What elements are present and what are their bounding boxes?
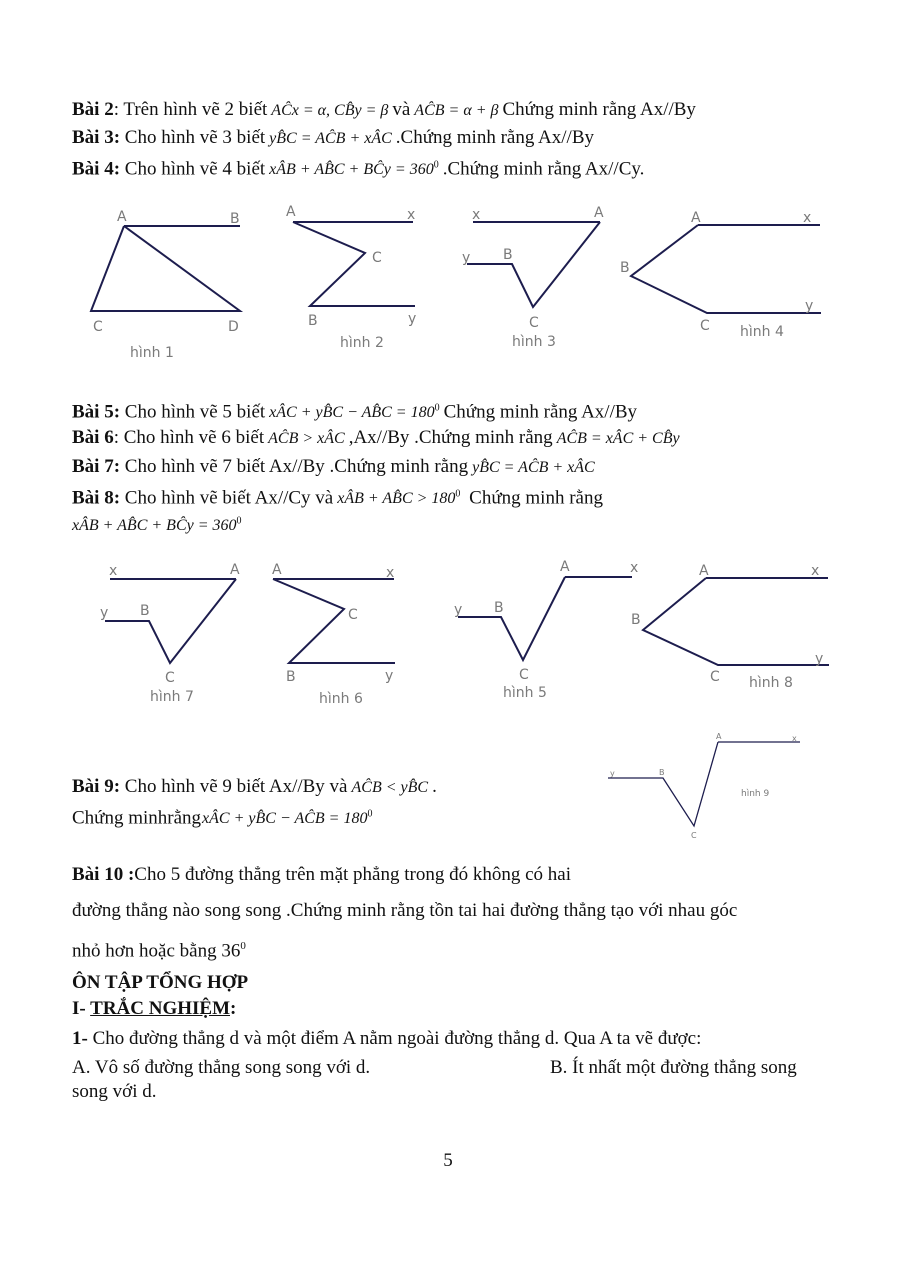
point-label: C [700, 318, 710, 334]
point-label: x [472, 207, 481, 223]
point-label: y [385, 668, 394, 684]
point-label: B [494, 600, 504, 616]
problem-8: Bài 8: Cho hình vẽ biết Ax//Cy và xÂB + AB̂C > $180^0$ Chứng minh rằng [72, 487, 603, 509]
figure-line [608, 742, 718, 826]
point-label: C [348, 607, 358, 623]
question-1-option-b-cont: song với d. [72, 1081, 157, 1102]
figure-hinh-7 [95, 555, 255, 715]
figure-caption: hình 4 [740, 324, 784, 340]
section-heading: I- TRẮC NGHIỆM: [72, 998, 237, 1019]
figure-hinh-2 [280, 200, 430, 360]
problem-8-conclusion [72, 510, 246, 538]
figure-line [467, 222, 600, 307]
point-label: y [610, 769, 615, 778]
math-expression: xÂB + AB̂C > $180^0$ [337, 489, 461, 508]
question-1-option-b: B. Ít nhất một đường thẳng song [550, 1057, 797, 1078]
figure-line [643, 578, 829, 665]
triangle-acd [91, 226, 240, 311]
point-label: B [230, 211, 240, 227]
point-label: y [100, 605, 109, 621]
problem-label: Bài 9: [72, 776, 121, 797]
problem-label: Bài 6 [72, 427, 114, 448]
point-label: A [691, 210, 701, 226]
point-label: y [815, 651, 824, 667]
figure-line [293, 222, 415, 306]
point-label: C [529, 315, 539, 331]
point-label: D [228, 319, 239, 335]
point-label: C [710, 669, 720, 685]
figure-hinh-8 [625, 555, 835, 705]
math-expression: AĈB < yB̂C [351, 779, 429, 796]
math-expression: AĈx = α, CB̂y = β [271, 102, 389, 119]
problem-3: Bài 3: Cho hình vẽ 3 biết yB̂C = AĈB + xÂC .Chứng minh rằng Ax//By [72, 127, 594, 148]
point-label: A [594, 205, 604, 221]
figure-hinh-6 [268, 555, 408, 715]
question-1-option-a: A. Vô số đường thẳng song song với d. [72, 1057, 371, 1078]
problem-4: Bài 4: Cho hình vẽ 4 biết xÂB + AB̂C + BĈy = $360^0$ .Chứng minh rằng Ax//Cy. [72, 158, 645, 180]
point-label: C [372, 250, 382, 266]
point-label: A [272, 562, 282, 578]
problem-9: Bài 9: Cho hình vẽ 9 biết Ax//By và AĈB < yB̂C . [72, 776, 437, 797]
figure-hinh-5 [450, 555, 640, 705]
point-label: A [716, 732, 722, 741]
point-label: B [308, 313, 318, 329]
problem-label: Bài 3: [72, 127, 121, 148]
point-label: y [454, 602, 463, 618]
point-label: C [93, 319, 103, 335]
problem-6: Bài 6: Cho hình vẽ 6 biết AĈB > xÂC ,Ax//By .Chứng minh rằng AĈB = xÂC + CB̂y [72, 427, 680, 448]
point-label: x [811, 563, 820, 579]
figure-caption: hình 2 [340, 335, 384, 351]
problem-label: Bài 10 : [72, 864, 135, 885]
math-expression: AĈB > xÂC [268, 430, 345, 447]
point-label: A [286, 204, 296, 220]
review-title: ÔN TẬP TỔNG HỢP [72, 972, 249, 993]
problem-label: Bài 4: [72, 158, 121, 180]
point-label: x [792, 734, 797, 743]
point-label: x [386, 565, 395, 581]
math-expression: xÂC + yB̂C − AB̂C = $180^0$ [269, 403, 440, 422]
point-label: y [805, 298, 814, 314]
math-expression: yB̂C = AĈB + xÂC [472, 459, 595, 476]
point-label: x [630, 560, 639, 576]
problem-10-line-2: đường thẳng nào song song .Chứng minh rằng tồn tai hai đường thẳng tạo với nhau góc [72, 900, 738, 921]
problem-5: Bài 5: Cho hình vẽ 5 biết xÂC + yB̂C − AB̂C = $180^0$ Chứng minh rằng Ax//By [72, 401, 638, 423]
figure-line [631, 225, 821, 313]
problem-label: Bài 8: [72, 487, 121, 509]
point-label: B [620, 260, 630, 276]
point-label: C [691, 831, 697, 840]
problem-10: Bài 10 :Cho 5 đường thẳng trên mặt phẳng trong đó không có hai [72, 864, 571, 885]
math-expression: AĈB = α + β [414, 102, 499, 119]
figure-line [105, 579, 236, 663]
figure-caption: hình 3 [512, 334, 556, 350]
point-label: y [408, 311, 417, 327]
page-number: 5 [443, 1150, 453, 1171]
figure-caption: hình 8 [749, 675, 793, 691]
math-expression: xÂC + yB̂C − AĈB = $180^0$ [202, 809, 373, 828]
figure-line [273, 579, 395, 663]
problem-7: Bài 7: Cho hình vẽ 7 biết Ax//By .Chứng minh rằng yB̂C = AĈB + xÂC [72, 456, 595, 477]
point-label: x [109, 563, 118, 579]
figure-caption: hình 5 [503, 685, 547, 701]
figure-line [458, 577, 565, 660]
problem-9-conclusion: Chứng minhrằngxÂC + yB̂C − AĈB = $180^0$ [72, 807, 373, 829]
problem-label: Bài 5: [72, 401, 121, 423]
question-1: 1- Cho đường thẳng d và một điểm A nằm ngoài đường thẳng d. Qua A ta vẽ được: [72, 1028, 702, 1049]
figure-caption: hình 7 [150, 689, 194, 705]
point-label: B [503, 247, 513, 263]
point-label: A [230, 562, 240, 578]
figure-hinh-9 [605, 728, 805, 843]
point-label: y [462, 250, 471, 266]
figure-hinh-3 [455, 200, 615, 360]
figure-caption: hình 9 [741, 789, 770, 799]
point-label: C [519, 667, 529, 683]
problem-label: Bài 7: [72, 456, 121, 477]
figure-caption: hình 6 [319, 691, 363, 707]
problem-10-line-3: nhỏ hơn hoặc bằng $36^0$ [72, 940, 246, 962]
point-label: B [631, 612, 641, 628]
figure-hinh-4 [615, 200, 825, 350]
figure-hinh-1 [80, 200, 260, 365]
math-expression: xÂB + AB̂C + BĈy = $360^0$ [269, 160, 439, 179]
point-label: x [803, 210, 812, 226]
point-label: C [165, 670, 175, 686]
point-label: B [659, 768, 665, 777]
point-label: B [286, 669, 296, 685]
problem-label: Bài 2 [72, 99, 114, 120]
figure-caption: hình 1 [130, 345, 174, 361]
math-expression: yB̂C = AĈB + xÂC [269, 130, 392, 147]
point-label: A [560, 559, 570, 575]
problem-2: Bài 2: Trên hình vẽ 2 biết AĈx = α, CB̂y = β và AĈB = α + β Chứng minh rằng Ax//By [72, 99, 696, 120]
point-label: A [699, 563, 709, 579]
point-label: B [140, 603, 150, 619]
point-label: x [407, 207, 416, 223]
point-label: A [117, 209, 127, 225]
math-expression: xÂB + AB̂C + BĈy = $360^0$ [72, 516, 242, 535]
math-expression: AĈB = xÂC + CB̂y [556, 430, 680, 447]
